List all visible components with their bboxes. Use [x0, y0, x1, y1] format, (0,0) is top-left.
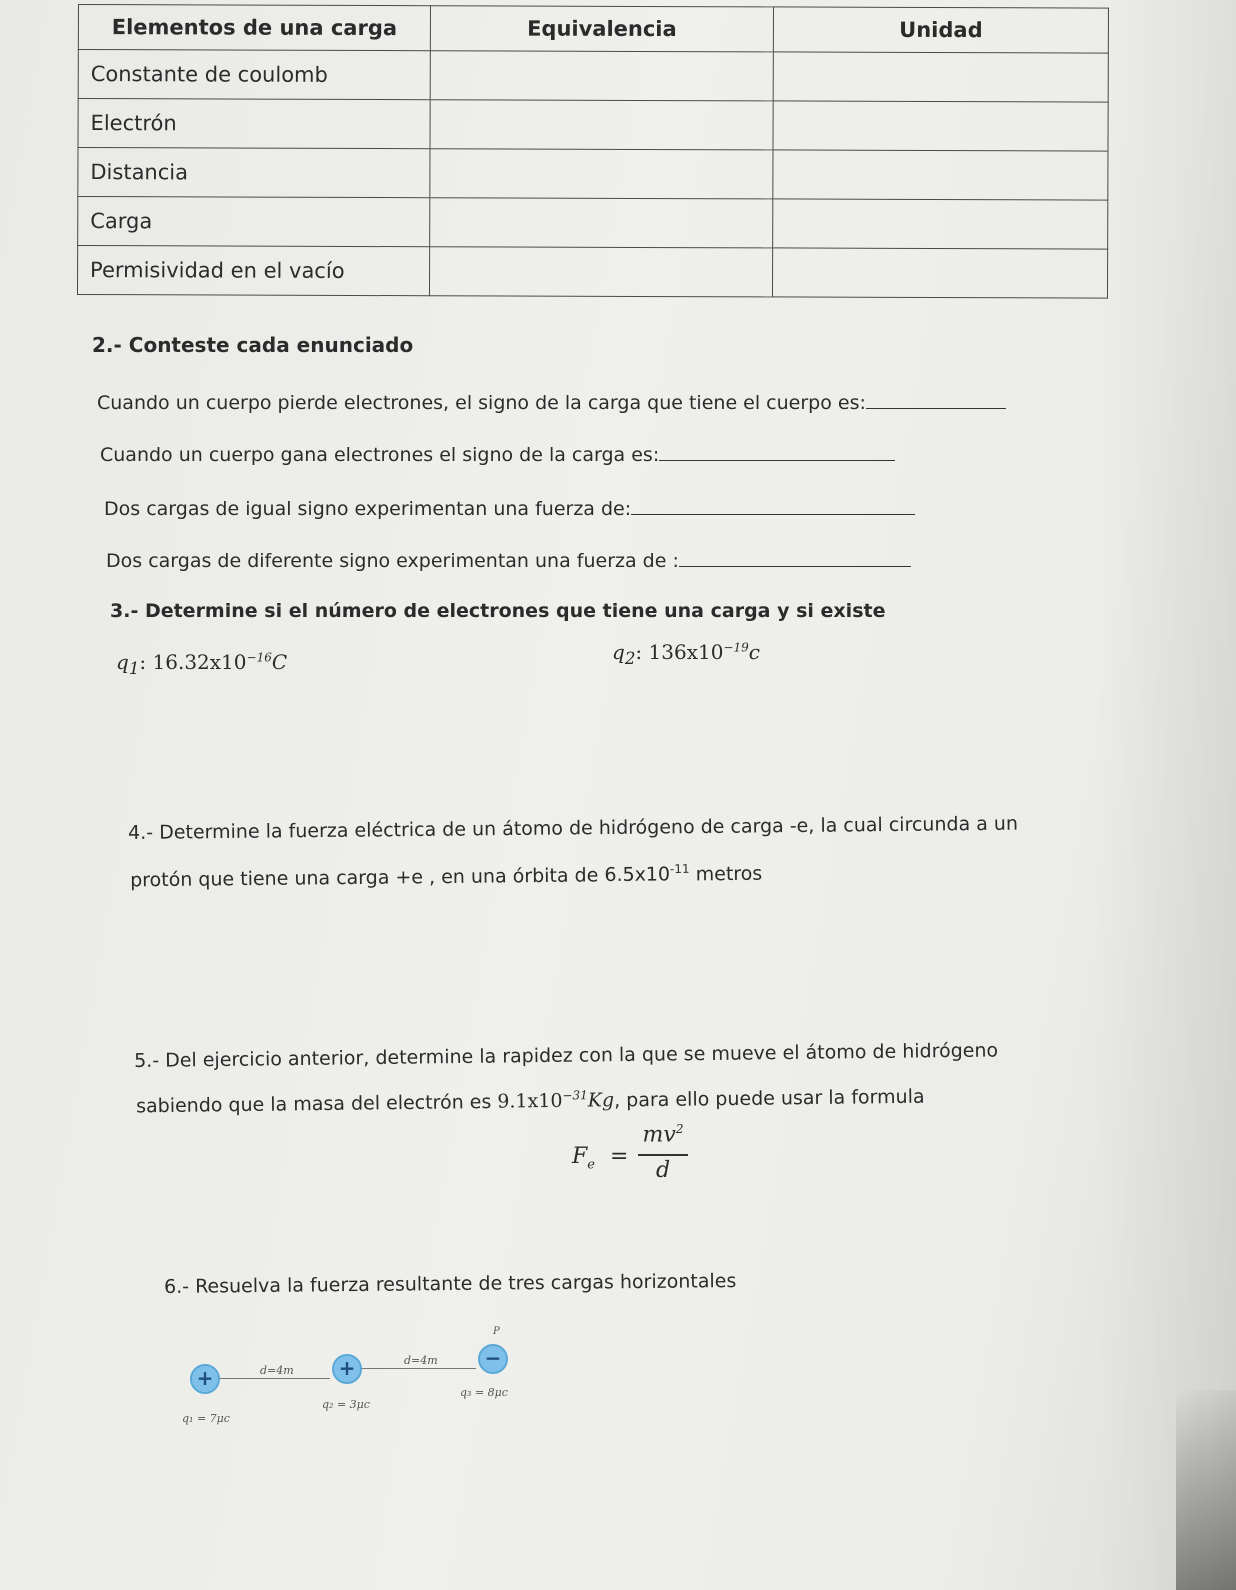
page-corner-shadow [1176, 1390, 1236, 1590]
answer-blank[interactable] [659, 442, 895, 461]
question-item [97, 390, 1006, 414]
section2-title: 2.- Conteste cada enunciado [92, 333, 414, 357]
orbit-radius: $6.5x10^{-11}$ [604, 862, 690, 887]
table-header-row [78, 5, 1108, 54]
distance-label: d=4m [260, 1364, 294, 1377]
question-text: Cuando un cuerpo gana electrones el signo de la carga es: [100, 444, 660, 466]
table-header: Elementos de una carga [78, 5, 430, 51]
table-row [78, 99, 1108, 152]
distance-label: d=4m [404, 1354, 438, 1367]
charge-value-label: q₂ = 3μc [322, 1398, 370, 1411]
table-cell: Permisividad en el vacío [77, 246, 429, 296]
charge-value-label: q₃ = 8μc [460, 1386, 508, 1399]
table-cell[interactable] [773, 150, 1108, 200]
answer-blank[interactable] [631, 496, 915, 515]
positive-charge-icon: + [190, 1364, 220, 1394]
table-cell[interactable] [429, 247, 772, 297]
table-cell: Carga [78, 197, 430, 247]
section4-line1: 4.- Determine la fuerza eléctrica de un átomo de hidrógeno de carga -e, la cual circunda a un [128, 812, 1019, 844]
table-row [78, 197, 1108, 250]
table-cell: Constante de coulomb [78, 50, 430, 100]
table-cell[interactable] [430, 149, 773, 199]
question-item [104, 496, 915, 520]
table-header: Unidad [773, 7, 1108, 53]
distance-line [218, 1378, 330, 1379]
table-cell[interactable] [773, 199, 1108, 249]
table-cell[interactable] [430, 51, 773, 101]
charge-value-label: q₁ = 7μc [182, 1412, 230, 1425]
table-cell[interactable] [430, 100, 773, 150]
table-row [77, 246, 1107, 299]
section5-line1: 5.- Del ejercicio anterior, determine la rapidez con la que se mueve el átomo de hidrógeno [134, 1039, 999, 1072]
positive-charge-icon: + [332, 1354, 362, 1384]
table-cell[interactable] [773, 101, 1108, 151]
table-row [78, 50, 1108, 103]
answer-blank[interactable] [679, 548, 911, 567]
charge-q2: $q_2$: $136x10^{-19}c$ [612, 640, 760, 668]
section3-title: 3.- Determine si el número de electrones que tiene una carga y si existe [110, 600, 886, 622]
table-row [78, 148, 1108, 201]
question-text: Dos cargas de igual signo experimentan una fuerza de: [104, 498, 632, 520]
question-item [106, 548, 911, 572]
table-cell[interactable] [773, 52, 1108, 102]
table-cell: Distancia [78, 148, 430, 198]
question-item [100, 442, 895, 466]
section5-line2: sabiendo que la masa del electrón es $9.1x10^{-31}Kg$, para ello puede usar la formula [136, 1085, 925, 1118]
negative-charge-icon: − [478, 1344, 508, 1374]
table-cell[interactable] [430, 198, 773, 248]
distance-line [360, 1368, 476, 1369]
formula-numerator: $mv^2$ [642, 1122, 684, 1148]
table-header: Equivalencia [430, 6, 773, 52]
table-cell: Electrón [78, 99, 430, 149]
fraction-bar [638, 1154, 688, 1156]
point-label: P [493, 1326, 500, 1337]
table-cell[interactable] [772, 248, 1107, 298]
page-shadow [1096, 0, 1236, 1590]
electron-mass: $9.1x10^{-31}Kg$ [497, 1088, 615, 1113]
elements-table [77, 4, 1109, 299]
question-text: Cuando un cuerpo pierde electrones, el signo de la carga que tiene el cuerpo es: [97, 392, 866, 414]
section4-line2: protón que tiene una carga +e , en una órbita de $6.5x10^{-11}$ metros [130, 862, 763, 892]
formula-denominator: d [655, 1158, 671, 1183]
charge-q1: $q_1$: $16.32x10^{-16}C$ [116, 650, 288, 678]
section6-title: 6.- Resuelva la fuerza resultante de tres cargas horizontales [164, 1270, 737, 1298]
answer-blank[interactable] [866, 390, 1006, 409]
question-text: Dos cargas de diferente signo experimentan una fuerza de : [106, 550, 679, 572]
